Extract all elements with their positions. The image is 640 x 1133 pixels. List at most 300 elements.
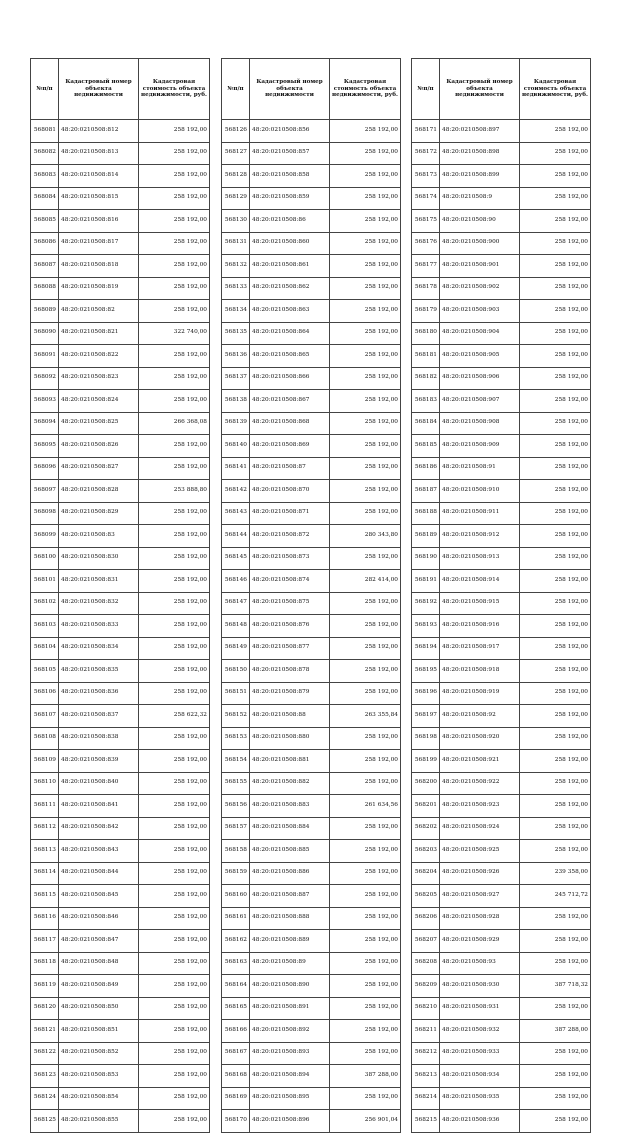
row-number: 568205 [412, 885, 440, 908]
header-num: №п/п [31, 59, 59, 120]
table-row [31, 975, 210, 998]
table-row [412, 525, 591, 548]
cadastral-number: 48:20:0210508:813 [59, 142, 139, 165]
cadastral-value: 258 192,00 [330, 367, 401, 390]
table-row [412, 885, 591, 908]
table-row [412, 255, 591, 278]
header-cadastral-value: Кадастровая стоимость объекта недвижимости, руб. [520, 59, 591, 120]
row-number: 568089 [31, 300, 59, 323]
cadastral-number: 48:20:0210508:881 [250, 750, 330, 773]
table-row [222, 345, 401, 368]
table-row [222, 367, 401, 390]
row-number: 568107 [31, 705, 59, 728]
cadastral-value: 258 192,00 [139, 570, 210, 593]
cadastral-value: 258 192,00 [520, 952, 591, 975]
table-row [31, 1065, 210, 1088]
row-number: 568097 [31, 480, 59, 503]
cadastral-number: 48:20:0210508:862 [250, 277, 330, 300]
table-row [31, 1020, 210, 1043]
row-number: 568081 [31, 120, 59, 143]
cadastral-number: 48:20:0210508:821 [59, 322, 139, 345]
cadastral-value: 258 192,00 [330, 930, 401, 953]
row-number: 568158 [222, 840, 250, 863]
row-number: 568108 [31, 727, 59, 750]
cadastral-value: 258 192,00 [330, 997, 401, 1020]
table-row [412, 210, 591, 233]
cadastral-number: 48:20:0210508:848 [59, 952, 139, 975]
row-number: 568129 [222, 187, 250, 210]
table-row [412, 1110, 591, 1133]
table-row [412, 1020, 591, 1043]
row-number: 568172 [412, 142, 440, 165]
cadastral-value: 258 192,00 [520, 615, 591, 638]
table-row [31, 705, 210, 728]
cadastral-table-3 [411, 58, 591, 1133]
row-number: 568137 [222, 367, 250, 390]
cadastral-number: 48:20:0210508:920 [440, 727, 520, 750]
row-number: 568209 [412, 975, 440, 998]
cadastral-value: 258 192,00 [330, 412, 401, 435]
table-row [222, 1065, 401, 1088]
table-row [412, 952, 591, 975]
cadastral-number: 48:20:0210508:845 [59, 885, 139, 908]
cadastral-value: 258 192,00 [139, 232, 210, 255]
table-row [412, 412, 591, 435]
cadastral-number: 48:20:0210508:88 [250, 705, 330, 728]
table-row [31, 817, 210, 840]
cadastral-value: 258 192,00 [520, 480, 591, 503]
row-number: 568161 [222, 907, 250, 930]
table-row [222, 682, 401, 705]
table-row [222, 660, 401, 683]
cadastral-value: 258 192,00 [520, 120, 591, 143]
cadastral-value: 258 192,00 [520, 322, 591, 345]
row-number: 568146 [222, 570, 250, 593]
row-number: 568110 [31, 772, 59, 795]
table-row [222, 885, 401, 908]
cadastral-value: 258 192,00 [520, 592, 591, 615]
cadastral-number: 48:20:0210508:928 [440, 907, 520, 930]
cadastral-number: 48:20:0210508:929 [440, 930, 520, 953]
cadastral-value: 258 192,00 [139, 840, 210, 863]
row-number: 568175 [412, 210, 440, 233]
cadastral-value: 258 192,00 [520, 660, 591, 683]
cadastral-number: 48:20:0210508:919 [440, 682, 520, 705]
table-row [222, 1087, 401, 1110]
cadastral-value: 258 192,00 [520, 1110, 591, 1133]
cadastral-number: 48:20:0210508:880 [250, 727, 330, 750]
cadastral-value: 258 192,00 [520, 277, 591, 300]
table-row [412, 750, 591, 773]
cadastral-value: 258 192,00 [520, 435, 591, 458]
table-row [412, 997, 591, 1020]
row-number: 568130 [222, 210, 250, 233]
cadastral-number: 48:20:0210508:819 [59, 277, 139, 300]
cadastral-number: 48:20:0210508:905 [440, 345, 520, 368]
table-row [222, 165, 401, 188]
cadastral-number: 48:20:0210508:907 [440, 390, 520, 413]
table-row [222, 907, 401, 930]
cadastral-number: 48:20:0210508:83 [59, 525, 139, 548]
cadastral-number: 48:20:0210508:930 [440, 975, 520, 998]
row-number: 568173 [412, 165, 440, 188]
cadastral-number: 48:20:0210508:935 [440, 1087, 520, 1110]
cadastral-number: 48:20:0210508:873 [250, 547, 330, 570]
cadastral-value: 258 192,00 [330, 637, 401, 660]
row-number: 568148 [222, 615, 250, 638]
cadastral-value: 258 192,00 [139, 255, 210, 278]
table-row [222, 300, 401, 323]
cadastral-value: 258 192,00 [520, 210, 591, 233]
table-row [412, 727, 591, 750]
cadastral-value: 258 192,00 [330, 660, 401, 683]
row-number: 568213 [412, 1065, 440, 1088]
table-row [31, 435, 210, 458]
cadastral-value: 258 192,00 [520, 750, 591, 773]
table-row [412, 772, 591, 795]
row-number: 568163 [222, 952, 250, 975]
cadastral-value: 258 192,00 [330, 772, 401, 795]
table-row [222, 817, 401, 840]
table-row [31, 1110, 210, 1133]
row-number: 568123 [31, 1065, 59, 1088]
cadastral-value: 258 192,00 [520, 1065, 591, 1088]
cadastral-number: 48:20:0210508:812 [59, 120, 139, 143]
header-cadastral-number: Кадастровый номер объекта недвижимости [250, 59, 330, 120]
row-number: 568134 [222, 300, 250, 323]
cadastral-number: 48:20:0210508:861 [250, 255, 330, 278]
row-number: 568147 [222, 592, 250, 615]
cadastral-number: 48:20:0210508:913 [440, 547, 520, 570]
cadastral-number: 48:20:0210508:89 [250, 952, 330, 975]
table-row [31, 390, 210, 413]
table-row [222, 120, 401, 143]
cadastral-value: 258 192,00 [520, 1087, 591, 1110]
cadastral-number: 48:20:0210508:843 [59, 840, 139, 863]
table-row [412, 682, 591, 705]
table-row [222, 277, 401, 300]
row-number: 568101 [31, 570, 59, 593]
row-number: 568082 [31, 142, 59, 165]
cadastral-number: 48:20:0210508:895 [250, 1087, 330, 1110]
cadastral-number: 48:20:0210508:868 [250, 412, 330, 435]
cadastral-number: 48:20:0210508:860 [250, 232, 330, 255]
header-cadastral-number: Кадастровый номер объекта недвижимости [59, 59, 139, 120]
table-row [412, 1065, 591, 1088]
cadastral-number: 48:20:0210508:916 [440, 615, 520, 638]
table-row [412, 615, 591, 638]
cadastral-value: 258 192,00 [139, 165, 210, 188]
cadastral-number: 48:20:0210508:869 [250, 435, 330, 458]
cadastral-number: 48:20:0210508:904 [440, 322, 520, 345]
row-number: 568186 [412, 457, 440, 480]
row-number: 568214 [412, 1087, 440, 1110]
cadastral-number: 48:20:0210508:827 [59, 457, 139, 480]
table-row [412, 142, 591, 165]
table-row [31, 930, 210, 953]
cadastral-value: 266 368,08 [139, 412, 210, 435]
table-row [222, 547, 401, 570]
cadastral-number: 48:20:0210508:877 [250, 637, 330, 660]
table-row [222, 772, 401, 795]
cadastral-number: 48:20:0210508:914 [440, 570, 520, 593]
cadastral-number: 48:20:0210508:839 [59, 750, 139, 773]
table-row [412, 232, 591, 255]
cadastral-number: 48:20:0210508:830 [59, 547, 139, 570]
cadastral-number: 48:20:0210508:875 [250, 592, 330, 615]
cadastral-value: 258 192,00 [139, 502, 210, 525]
table-row [31, 412, 210, 435]
row-number: 568115 [31, 885, 59, 908]
table-row [412, 570, 591, 593]
cadastral-value: 258 192,00 [139, 592, 210, 615]
cadastral-value: 258 192,00 [139, 907, 210, 930]
cadastral-value: 258 192,00 [520, 502, 591, 525]
row-number: 568178 [412, 277, 440, 300]
table-row [222, 502, 401, 525]
row-number: 568215 [412, 1110, 440, 1133]
cadastral-number: 48:20:0210508:828 [59, 480, 139, 503]
row-number: 568120 [31, 997, 59, 1020]
header-cadastral-value: Кадастровая стоимость объекта недвижимости, руб. [330, 59, 401, 120]
row-number: 568143 [222, 502, 250, 525]
cadastral-value: 258 192,00 [330, 345, 401, 368]
cadastral-value: 258 192,00 [139, 615, 210, 638]
cadastral-value: 258 192,00 [520, 682, 591, 705]
cadastral-number: 48:20:0210508:870 [250, 480, 330, 503]
cadastral-number: 48:20:0210508:9 [440, 187, 520, 210]
cadastral-number: 48:20:0210508:835 [59, 660, 139, 683]
cadastral-value: 387 718,32 [520, 975, 591, 998]
cadastral-number: 48:20:0210508:836 [59, 682, 139, 705]
row-number: 568084 [31, 187, 59, 210]
table-row [412, 390, 591, 413]
row-number: 568181 [412, 345, 440, 368]
cadastral-number: 48:20:0210508:911 [440, 502, 520, 525]
row-number: 568117 [31, 930, 59, 953]
table-row [222, 930, 401, 953]
table-row [31, 727, 210, 750]
table-row [31, 165, 210, 188]
cadastral-value: 322 740,00 [139, 322, 210, 345]
cadastral-number: 48:20:0210508:823 [59, 367, 139, 390]
table-row [222, 435, 401, 458]
table-row [31, 457, 210, 480]
table-row [412, 1042, 591, 1065]
table-row [31, 1087, 210, 1110]
cadastral-number: 48:20:0210508:855 [59, 1110, 139, 1133]
cadastral-value: 258 192,00 [330, 862, 401, 885]
row-number: 568152 [222, 705, 250, 728]
row-number: 568131 [222, 232, 250, 255]
row-number: 568144 [222, 525, 250, 548]
cadastral-number: 48:20:0210508:864 [250, 322, 330, 345]
cadastral-value: 258 192,00 [520, 840, 591, 863]
row-number: 568111 [31, 795, 59, 818]
table-row [412, 1087, 591, 1110]
row-number: 568153 [222, 727, 250, 750]
cadastral-number: 48:20:0210508:840 [59, 772, 139, 795]
cadastral-value: 258 192,00 [330, 592, 401, 615]
row-number: 568194 [412, 637, 440, 660]
cadastral-value: 258 192,00 [520, 457, 591, 480]
row-number: 568203 [412, 840, 440, 863]
cadastral-value: 387 288,00 [520, 1020, 591, 1043]
row-number: 568183 [412, 390, 440, 413]
table-body [31, 120, 210, 1133]
row-number: 568122 [31, 1042, 59, 1065]
cadastral-number: 48:20:0210508:898 [440, 142, 520, 165]
cadastral-number: 48:20:0210508:912 [440, 525, 520, 548]
row-number: 568199 [412, 750, 440, 773]
table-row [31, 210, 210, 233]
row-number: 568174 [412, 187, 440, 210]
row-number: 568179 [412, 300, 440, 323]
row-number: 568197 [412, 705, 440, 728]
cadastral-value: 282 414,00 [330, 570, 401, 593]
row-number: 568200 [412, 772, 440, 795]
cadastral-number: 48:20:0210508:874 [250, 570, 330, 593]
cadastral-value: 256 901,04 [330, 1110, 401, 1133]
cadastral-value: 258 192,00 [520, 705, 591, 728]
cadastral-value: 253 888,80 [139, 480, 210, 503]
cadastral-number: 48:20:0210508:872 [250, 525, 330, 548]
row-number: 568206 [412, 907, 440, 930]
cadastral-number: 48:20:0210508:817 [59, 232, 139, 255]
row-number: 568151 [222, 682, 250, 705]
row-number: 568176 [412, 232, 440, 255]
table-row [31, 682, 210, 705]
row-number: 568212 [412, 1042, 440, 1065]
cadastral-number: 48:20:0210508:826 [59, 435, 139, 458]
table-row [31, 660, 210, 683]
cadastral-value: 258 192,00 [520, 907, 591, 930]
cadastral-value: 258 192,00 [139, 345, 210, 368]
cadastral-value: 258 192,00 [139, 952, 210, 975]
cadastral-number: 48:20:0210508:889 [250, 930, 330, 953]
cadastral-value: 258 192,00 [139, 142, 210, 165]
cadastral-number: 48:20:0210508:933 [440, 1042, 520, 1065]
cadastral-value: 258 192,00 [330, 457, 401, 480]
cadastral-number: 48:20:0210508:846 [59, 907, 139, 930]
row-number: 568168 [222, 1065, 250, 1088]
row-number: 568187 [412, 480, 440, 503]
table-row [31, 952, 210, 975]
table-row [222, 727, 401, 750]
cadastral-number: 48:20:0210508:866 [250, 367, 330, 390]
cadastral-number: 48:20:0210508:837 [59, 705, 139, 728]
table-row [222, 975, 401, 998]
row-number: 568154 [222, 750, 250, 773]
cadastral-number: 48:20:0210508:910 [440, 480, 520, 503]
table-row [31, 142, 210, 165]
table-row [412, 120, 591, 143]
table-row [412, 795, 591, 818]
row-number: 568162 [222, 930, 250, 953]
table-row [412, 502, 591, 525]
cadastral-value: 258 192,00 [520, 1042, 591, 1065]
table-row [31, 367, 210, 390]
row-number: 568164 [222, 975, 250, 998]
table-row [412, 165, 591, 188]
cadastral-value: 258 192,00 [139, 795, 210, 818]
cadastral-value: 258 192,00 [139, 817, 210, 840]
cadastral-value: 258 192,00 [330, 975, 401, 998]
cadastral-value: 258 192,00 [330, 840, 401, 863]
cadastral-value: 258 192,00 [139, 435, 210, 458]
table-row [31, 480, 210, 503]
table-row [412, 840, 591, 863]
table-row [222, 390, 401, 413]
table-row [31, 255, 210, 278]
row-number: 568114 [31, 862, 59, 885]
cadastral-number: 48:20:0210508:833 [59, 615, 139, 638]
cadastral-number: 48:20:0210508:917 [440, 637, 520, 660]
row-number: 568119 [31, 975, 59, 998]
table-row [412, 547, 591, 570]
cadastral-value: 258 192,00 [330, 187, 401, 210]
cadastral-value: 258 192,00 [330, 502, 401, 525]
cadastral-value: 258 192,00 [139, 1065, 210, 1088]
cadastral-value: 258 192,00 [139, 682, 210, 705]
row-number: 568193 [412, 615, 440, 638]
cadastral-number: 48:20:0210508:822 [59, 345, 139, 368]
cadastral-number: 48:20:0210508:896 [250, 1110, 330, 1133]
row-number: 568156 [222, 795, 250, 818]
row-number: 568121 [31, 1020, 59, 1043]
cadastral-number: 48:20:0210508:87 [250, 457, 330, 480]
cadastral-value: 258 192,00 [330, 1020, 401, 1043]
cadastral-number: 48:20:0210508:816 [59, 210, 139, 233]
cadastral-value: 258 192,00 [520, 772, 591, 795]
cadastral-number: 48:20:0210508:923 [440, 795, 520, 818]
row-number: 568098 [31, 502, 59, 525]
cadastral-value: 258 192,00 [520, 547, 591, 570]
table-row [31, 1042, 210, 1065]
row-number: 568118 [31, 952, 59, 975]
table-row [222, 952, 401, 975]
cadastral-value: 239 358,00 [520, 862, 591, 885]
row-number: 568177 [412, 255, 440, 278]
cadastral-table-1 [30, 58, 210, 1133]
cadastral-value: 280 343,80 [330, 525, 401, 548]
cadastral-value: 258 192,00 [330, 435, 401, 458]
cadastral-value: 258 192,00 [139, 187, 210, 210]
cadastral-value: 258 192,00 [520, 165, 591, 188]
row-number: 568094 [31, 412, 59, 435]
row-number: 568088 [31, 277, 59, 300]
table-row [412, 435, 591, 458]
cadastral-value: 258 192,00 [139, 975, 210, 998]
cadastral-value: 258 192,00 [139, 750, 210, 773]
row-number: 568140 [222, 435, 250, 458]
cadastral-value: 258 192,00 [330, 255, 401, 278]
table-row [222, 592, 401, 615]
row-number: 568204 [412, 862, 440, 885]
row-number: 568192 [412, 592, 440, 615]
table-row [222, 232, 401, 255]
row-number: 568184 [412, 412, 440, 435]
table-row [412, 907, 591, 930]
cadastral-value: 258 192,00 [139, 997, 210, 1020]
cadastral-number: 48:20:0210508:902 [440, 277, 520, 300]
cadastral-number: 48:20:0210508:887 [250, 885, 330, 908]
table-row [31, 615, 210, 638]
table-row [412, 817, 591, 840]
cadastral-number: 48:20:0210508:885 [250, 840, 330, 863]
row-number: 568189 [412, 525, 440, 548]
table-row [412, 637, 591, 660]
